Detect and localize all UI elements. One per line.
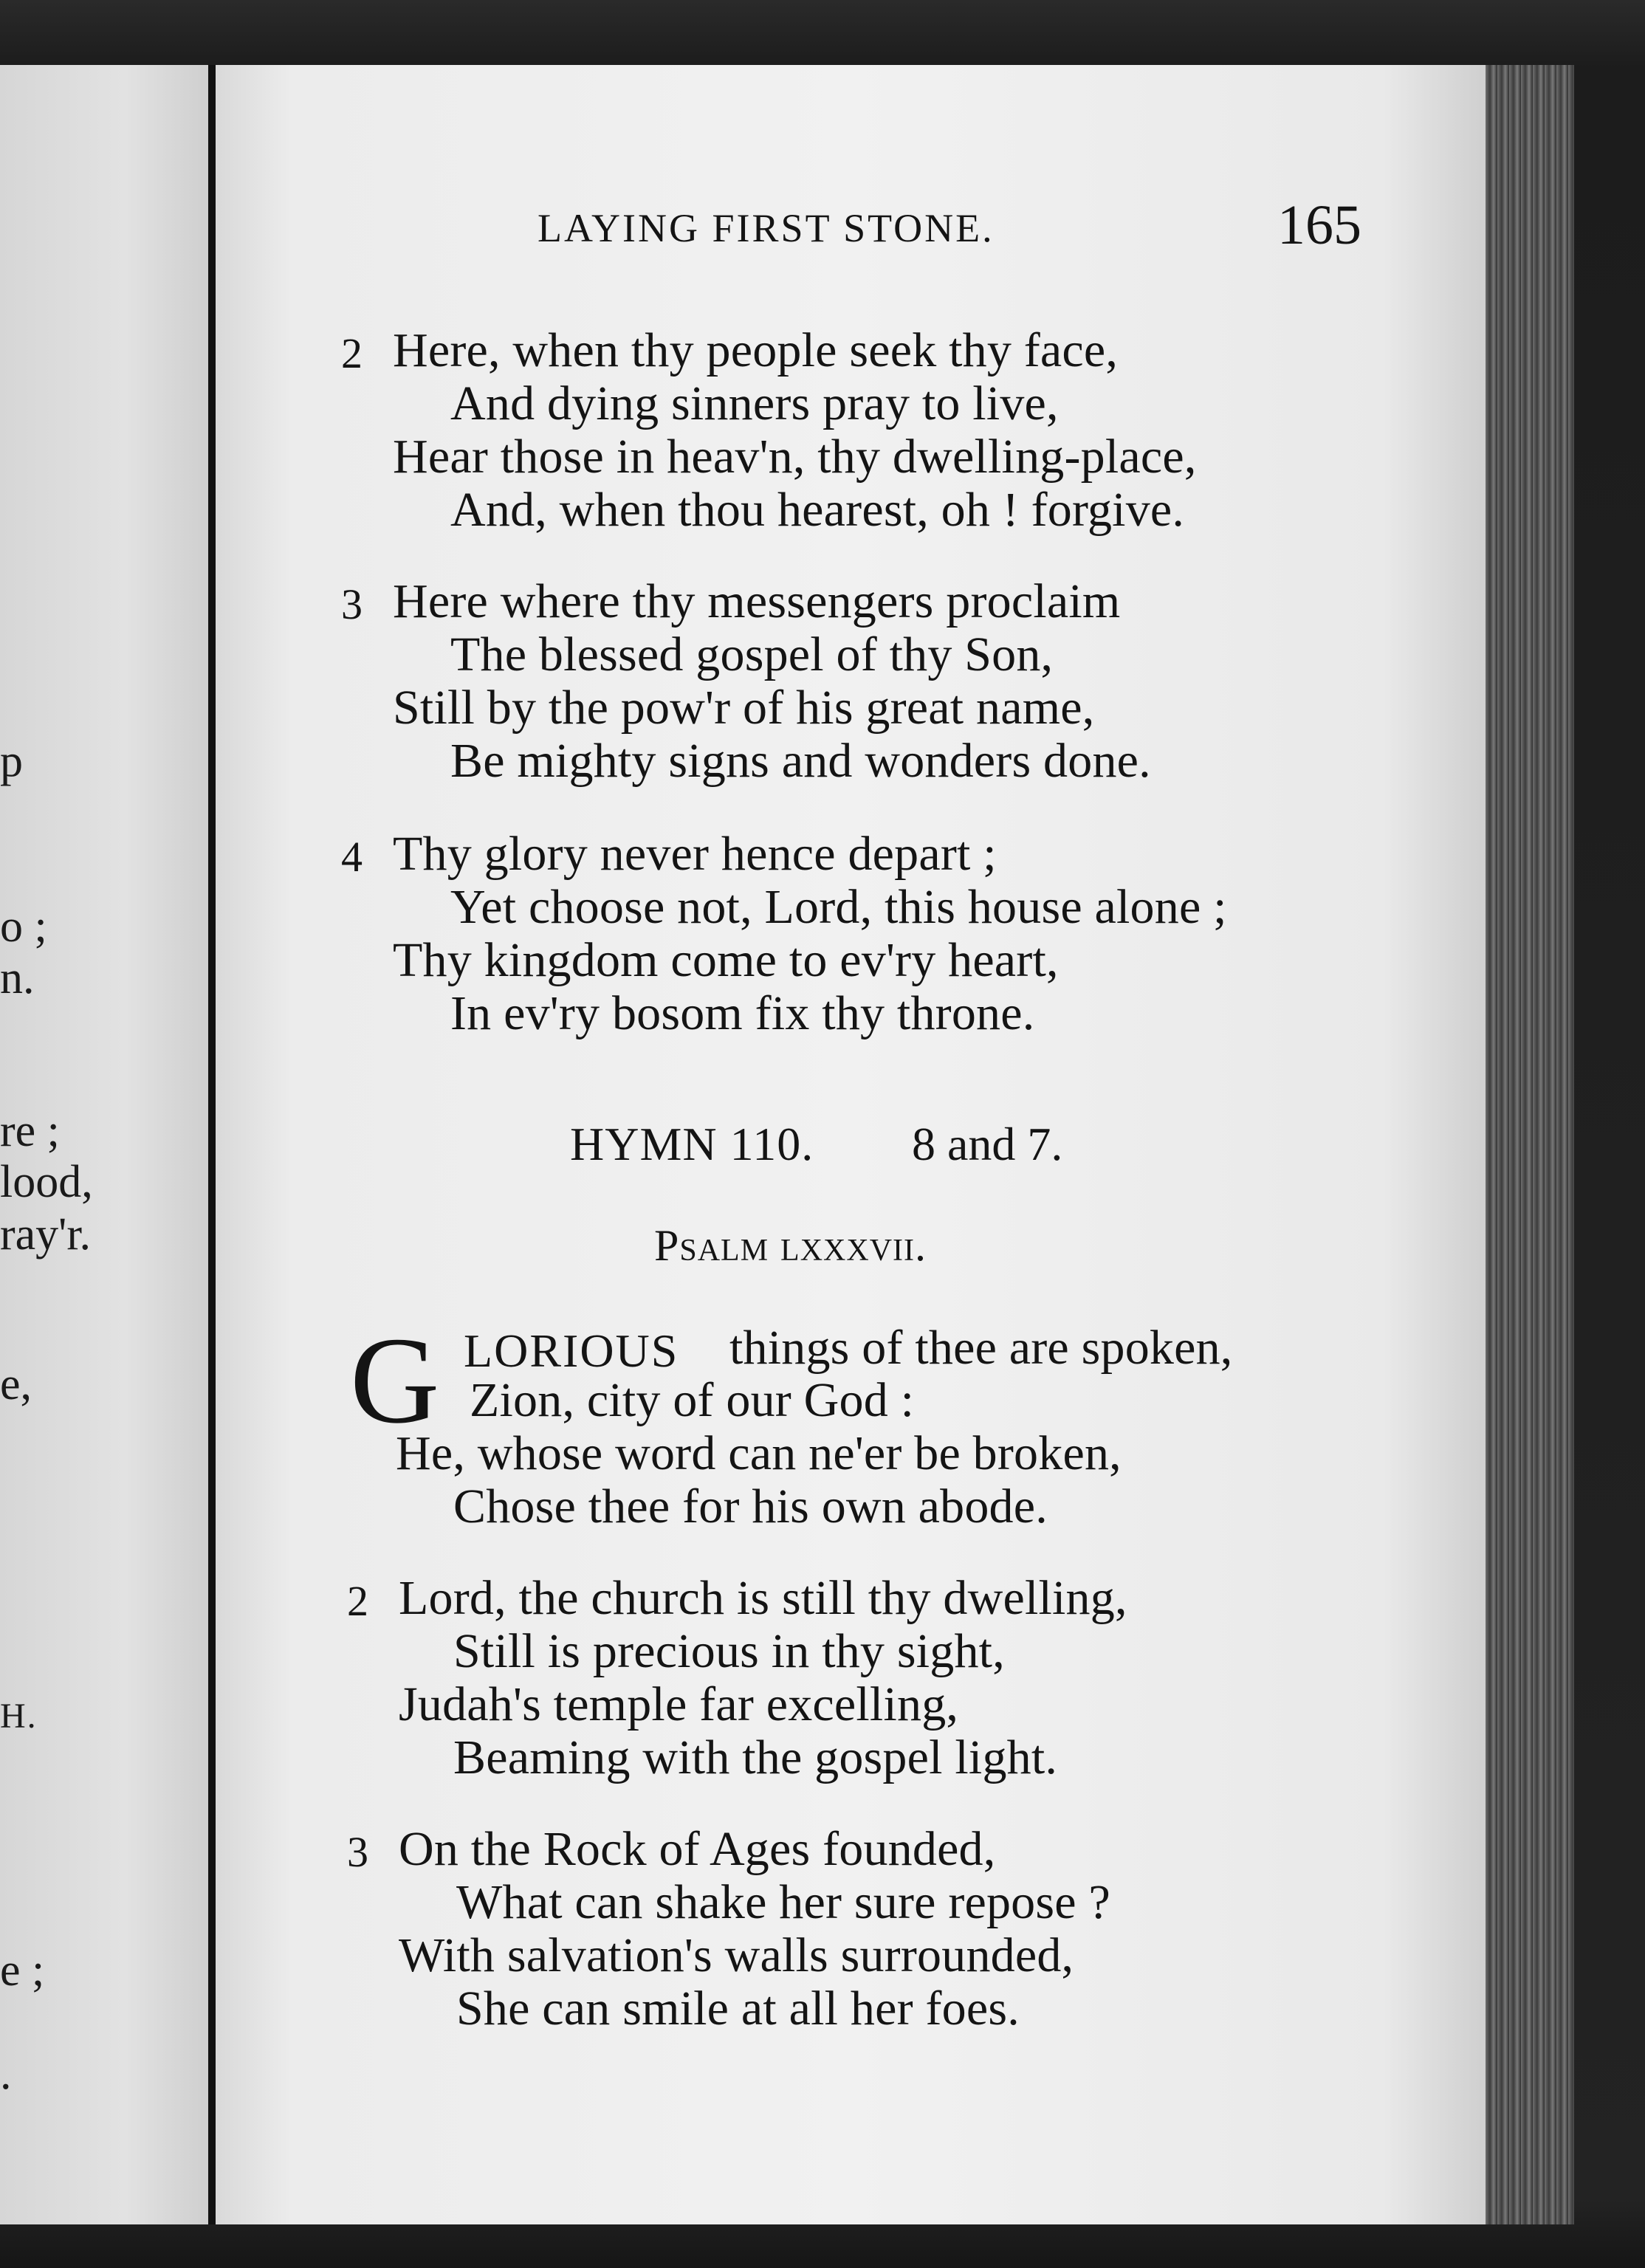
left-fragment: ray'r. [0,1209,92,1260]
left-fragment: H. [0,1697,38,1736]
verse-line: Still is precious in thy sight, [453,1624,1005,1678]
book-gutter [208,65,216,2224]
verse-line: things of thee are spoken, [729,1321,1233,1375]
left-fragment: e ; [0,1945,45,1996]
verse-line: Here, when thy people seek thy face, [393,323,1119,377]
stanza-number: 3 [347,1828,368,1876]
hymn-meter: 8 and 7. [912,1118,1063,1170]
psalm-reference: Psalm lxxxvii. [654,1221,927,1270]
left-fragment: re ; [0,1106,60,1156]
verse-line: And dying sinners pray to live, [450,377,1059,430]
verse-line: In ev'ry bosom fix thy throne. [450,986,1035,1040]
left-fragment: . [0,2049,12,2099]
left-fragment: e, [0,1359,32,1409]
verse-line: Judah's temple far excelling, [399,1677,959,1731]
verse-line: He, whose word can ne'er be broken, [396,1426,1122,1480]
verse-line: Hear those in heav'n, thy dwelling-place, [393,430,1197,484]
first-word: LORIOUS [464,1324,679,1377]
verse-line: Yet choose not, Lord, this house alone ; [450,880,1227,934]
drop-cap: G [350,1312,440,1449]
stanza-number: 3 [341,580,363,628]
verse-line: What can shake her sure repose ? [456,1875,1110,1929]
verse-line: And, when thou hearest, oh ! forgive. [450,483,1185,537]
running-head: LAYING FIRST STONE. [538,206,995,250]
verse-line: With salvation's walls surrounded, [399,1928,1074,1982]
left-fragment: p [0,736,23,786]
verse-line: Here where thy messengers proclaim [393,574,1121,628]
hymn-title: HYMN 110. [570,1118,814,1170]
page-edges [1486,65,1574,2224]
verse-line: Be mighty signs and wonders done. [450,734,1151,788]
stanza-number: 4 [341,833,363,881]
stanza-number: 2 [341,329,363,377]
verse-line: She can smile at all her foes. [456,1982,1020,2035]
left-fragment: o ; [0,901,47,952]
verse-line: Thy kingdom come to ev'ry heart, [393,933,1059,987]
verse-line: Thy glory never hence depart ; [393,827,997,881]
verse-line: Chose thee for his own abode. [453,1480,1048,1533]
verse-line: Beaming with the gospel light. [453,1731,1058,1784]
stanza-number: 2 [347,1577,368,1625]
verse-line: Lord, the church is still thy dwelling, [399,1571,1127,1625]
page-number: 165 [1277,194,1361,256]
verse-line: The blessed gospel of thy Son, [450,628,1054,681]
verse-line: Zion, city of our God : [470,1373,915,1427]
verse-line: Still by the pow'r of his great name, [393,681,1095,735]
left-facing-page [0,65,208,2224]
left-fragment: lood, [0,1157,93,1207]
left-fragment: n. [0,953,35,1003]
verse-line: On the Rock of Ages founded, [399,1822,996,1876]
